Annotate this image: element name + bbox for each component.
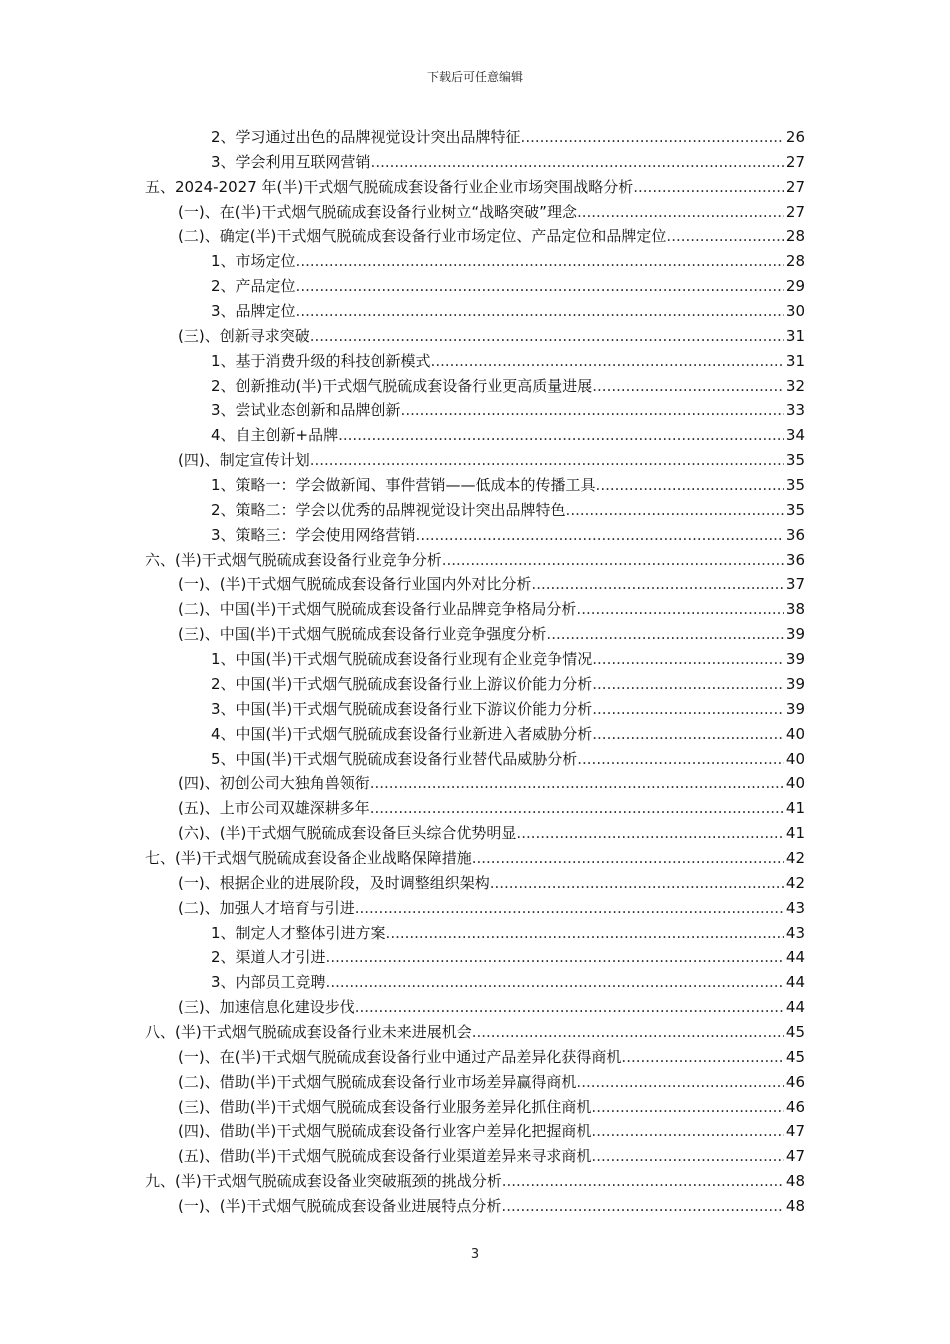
toc-entry-page: 37 [785, 575, 805, 593]
toc-entry[interactable] [178, 1144, 805, 1168]
toc-entry-page: 42 [785, 849, 805, 867]
toc-entry-page: 48 [785, 1197, 805, 1215]
toc-entry-page: 40 [785, 750, 805, 768]
toc-entry-page: 31 [785, 327, 805, 345]
toc-entry-page: 30 [785, 302, 805, 320]
toc-entry-page: 28 [785, 227, 805, 245]
toc-entry-page: 35 [785, 476, 805, 494]
toc-leader-dots [592, 697, 784, 721]
toc-entry[interactable] [178, 324, 805, 348]
toc-entry[interactable] [211, 672, 805, 696]
toc-leader-dots [576, 597, 783, 621]
toc-leader-dots [577, 747, 784, 771]
toc-leader-dots [326, 970, 784, 994]
toc-entry[interactable] [211, 374, 805, 398]
toc-leader-dots [576, 1070, 783, 1094]
toc-entry-page: 33 [785, 401, 805, 419]
toc-entry[interactable] [178, 896, 805, 920]
toc-entry[interactable] [211, 498, 805, 522]
toc-entry-page: 27 [785, 178, 805, 196]
toc-entry[interactable] [178, 572, 805, 596]
page-header: 下载后可任意编辑 [426, 70, 523, 84]
toc-entry-page: 35 [785, 451, 805, 469]
toc-leader-dots [296, 274, 784, 298]
toc-entry-page: 45 [785, 1023, 805, 1041]
toc-entry[interactable] [211, 970, 805, 994]
toc-leader-dots [296, 299, 784, 323]
toc-entry-title: (二)、中国(半)干式烟气脱硫成套设备行业品牌竞争格局分析 [178, 600, 577, 618]
toc-entry-title: (一)、在(半)干式烟气脱硫成套设备行业树立“战略突破”理念 [178, 203, 577, 221]
toc-entry-page: 35 [785, 501, 805, 519]
toc-entry-title: (二)、确定(半)干式烟气脱硫成套设备行业市场定位、产品定位和品牌定位 [178, 227, 667, 245]
toc-entry-title: (一)、根据企业的进展阶段，及时调整组织架构 [178, 874, 490, 892]
toc-entry[interactable] [145, 175, 805, 199]
toc-leader-dots [592, 672, 784, 696]
toc-entry-title: 5、中国(半)干式烟气脱硫成套设备行业替代品威胁分析 [211, 750, 578, 768]
toc-entry-page: 41 [785, 799, 805, 817]
toc-entry[interactable] [178, 1119, 805, 1143]
toc-entry-title: 4、自主创新+品牌 [211, 426, 339, 444]
toc-entry-title: 1、基于消费升级的科技创新模式 [211, 352, 431, 370]
toc-entry[interactable] [211, 349, 805, 373]
toc-leader-dots [370, 771, 784, 795]
toc-entry[interactable] [211, 945, 805, 969]
toc-entry-title: (三)、创新寻求突破 [178, 327, 310, 345]
toc-entry-page: 27 [785, 203, 805, 221]
toc-leader-dots [521, 125, 784, 149]
toc-entry-title: 2、中国(半)干式烟气脱硫成套设备行业上游议价能力分析 [211, 675, 593, 693]
toc-leader-dots [371, 150, 784, 174]
toc-entry-title: (四)、初创公司大独角兽领衔 [178, 774, 370, 792]
toc-entry-page: 42 [785, 874, 805, 892]
toc-leader-dots [592, 647, 784, 671]
toc-entry[interactable] [145, 1169, 805, 1193]
toc-leader-dots [591, 1119, 783, 1143]
toc-entry[interactable] [178, 771, 805, 795]
toc-entry[interactable] [178, 448, 805, 472]
toc-entry[interactable] [211, 473, 805, 497]
toc-entry-page: 47 [785, 1147, 805, 1165]
toc-entry-page: 27 [785, 153, 805, 171]
toc-entry-page: 29 [785, 277, 805, 295]
toc-leader-dots [531, 572, 783, 596]
toc-entry-page: 40 [785, 774, 805, 792]
toc-leader-dots [326, 945, 784, 969]
toc-leader-dots [596, 473, 784, 497]
toc-entry-title: (一)、(半)干式烟气脱硫成套设备业进展特点分析 [178, 1197, 502, 1215]
toc-entry-title: 八、(半)干式烟气脱硫成套设备行业未来进展机会 [145, 1023, 472, 1041]
toc-entry-title: (一)、在(半)干式烟气脱硫成套设备行业中通过产品差异化获得商机 [178, 1048, 622, 1066]
toc-leader-dots [370, 796, 784, 820]
toc-leader-dots [666, 224, 783, 248]
toc-entry-title: 2、渠道人才引进 [211, 948, 326, 966]
toc-leader-dots [633, 175, 784, 199]
toc-leader-dots [566, 498, 784, 522]
toc-leader-dots [577, 200, 784, 224]
toc-leader-dots [502, 1169, 784, 1193]
toc-entry-page: 44 [785, 998, 805, 1016]
toc-leader-dots [338, 423, 784, 447]
toc-leader-dots [591, 1095, 783, 1119]
toc-entry-page: 39 [785, 625, 805, 643]
toc-entry[interactable] [211, 722, 805, 746]
toc-entry-title: 2、学习通过出色的品牌视觉设计突出品牌特征 [211, 128, 521, 146]
toc-entry-title: 五、2024-2027 年(半)干式烟气脱硫成套设备行业企业市场突围战略分析 [145, 178, 634, 196]
toc-entry-title: 3、中国(半)干式烟气脱硫成套设备行业下游议价能力分析 [211, 700, 593, 718]
toc-leader-dots [501, 1194, 783, 1218]
page-number: 3 [470, 1247, 480, 1262]
toc-leader-dots [546, 622, 783, 646]
toc-entry-page: 26 [785, 128, 805, 146]
toc-entry-page: 46 [785, 1073, 805, 1091]
toc-entry-title: (六)、(半)干式烟气脱硫成套设备巨头综合优势明显 [178, 824, 517, 842]
toc-entry-page: 32 [785, 377, 805, 395]
toc-entry[interactable] [145, 1020, 805, 1044]
toc-leader-dots [472, 1020, 784, 1044]
toc-entry[interactable] [178, 821, 805, 845]
toc-leader-dots [516, 821, 783, 845]
toc-entry-page: 39 [785, 700, 805, 718]
toc-entry-page: 36 [785, 526, 805, 544]
toc-entry-page: 31 [785, 352, 805, 370]
toc-entry[interactable] [178, 995, 805, 1019]
toc-entry[interactable] [211, 523, 805, 547]
toc-entry[interactable] [178, 796, 805, 820]
toc-entry-page: 46 [785, 1098, 805, 1116]
toc-leader-dots [592, 722, 784, 746]
toc-entry-title: (四)、制定宣传计划 [178, 451, 310, 469]
toc-entry-title: 1、市场定位 [211, 252, 296, 270]
toc-leader-dots [355, 995, 784, 1019]
toc-entry-page: 34 [785, 426, 805, 444]
toc-entry-title: 3、品牌定位 [211, 302, 296, 320]
toc-leader-dots [386, 921, 784, 945]
toc-entry[interactable] [211, 398, 805, 422]
toc-entry-title: 2、创新推动(半)干式烟气脱硫成套设备行业更高质量进展 [211, 377, 593, 395]
toc-entry[interactable] [211, 299, 805, 323]
toc-entry[interactable] [211, 125, 805, 149]
toc-leader-dots [401, 398, 784, 422]
toc-entry-title: 3、学会利用互联网营销 [211, 153, 371, 171]
toc-entry-title: (二)、加强人才培育与引进 [178, 899, 355, 917]
toc-entry[interactable] [211, 647, 805, 671]
toc-entry[interactable] [178, 200, 805, 224]
toc-entry[interactable] [211, 921, 805, 945]
toc-entry-page: 39 [785, 650, 805, 668]
toc-entry-page: 39 [785, 675, 805, 693]
toc-entry-title: (三)、加速信息化建设步伐 [178, 998, 355, 1016]
toc-entry[interactable] [178, 1045, 805, 1069]
toc-leader-dots [355, 896, 784, 920]
toc-entry[interactable] [211, 423, 805, 447]
toc-entry[interactable] [178, 597, 805, 621]
toc-entry-title: 1、制定人才整体引进方案 [211, 924, 386, 942]
toc-entry-page: 44 [785, 948, 805, 966]
toc-entry[interactable] [178, 1070, 805, 1094]
toc-entry-title: (三)、借助(半)干式烟气脱硫成套设备行业服务差异化抓住商机 [178, 1098, 592, 1116]
toc-entry-page: 43 [785, 924, 805, 942]
toc-entry-title: 1、中国(半)干式烟气脱硫成套设备行业现有企业竞争情况 [211, 650, 593, 668]
toc-leader-dots [431, 349, 784, 373]
toc-leader-dots [592, 374, 784, 398]
toc-entry-page: 41 [785, 824, 805, 842]
toc-leader-dots [591, 1144, 783, 1168]
toc-entry-page: 38 [785, 600, 805, 618]
toc-leader-dots [296, 249, 784, 273]
toc-leader-dots [442, 548, 784, 572]
toc-entry[interactable] [178, 1194, 805, 1218]
toc-entry[interactable] [178, 1095, 805, 1119]
toc-entry[interactable] [178, 622, 805, 646]
toc-entry[interactable] [145, 846, 805, 870]
toc-entry[interactable] [178, 224, 805, 248]
toc-entry-title: 2、产品定位 [211, 277, 296, 295]
toc-entry-title: 七、(半)干式烟气脱硫成套设备企业战略保障措施 [145, 849, 472, 867]
toc-entry[interactable] [178, 871, 805, 895]
toc-entry-page: 47 [785, 1122, 805, 1140]
toc-entry-page: 45 [785, 1048, 805, 1066]
toc-leader-dots [310, 448, 784, 472]
toc-entry-title: (三)、中国(半)干式烟气脱硫成套设备行业竞争强度分析 [178, 625, 547, 643]
toc-entry-title: 2、策略二：学会以优秀的品牌视觉设计突出品牌特色 [211, 501, 566, 519]
toc-entry-title: (一)、(半)干式烟气脱硫成套设备行业国内外对比分析 [178, 575, 532, 593]
toc-entry-title: (五)、上市公司双雄深耕多年 [178, 799, 370, 817]
toc-entry[interactable] [211, 697, 805, 721]
toc-entry-title: (四)、借助(半)干式烟气脱硫成套设备行业客户差异化把握商机 [178, 1122, 592, 1140]
toc-leader-dots [310, 324, 784, 348]
toc-entry-title: (二)、借助(半)干式烟气脱硫成套设备行业市场差异赢得商机 [178, 1073, 577, 1091]
toc-entry[interactable] [211, 274, 805, 298]
toc-leader-dots [472, 846, 784, 870]
toc-entry[interactable] [145, 548, 805, 572]
toc-entry-page: 40 [785, 725, 805, 743]
toc-entry-page: 48 [785, 1172, 805, 1190]
toc-entry-page: 36 [785, 551, 805, 569]
toc-entry-page: 44 [785, 973, 805, 991]
toc-entry-page: 43 [785, 899, 805, 917]
toc-entry[interactable] [211, 747, 805, 771]
toc-leader-dots [621, 1045, 783, 1069]
toc-entry[interactable] [211, 150, 805, 174]
toc-entry-page: 28 [785, 252, 805, 270]
toc-entry-title: 六、(半)干式烟气脱硫成套设备行业竞争分析 [145, 551, 442, 569]
toc-entry-title: 4、中国(半)干式烟气脱硫成套设备行业新进入者威胁分析 [211, 725, 593, 743]
toc-entry-title: 九、(半)干式烟气脱硫成套设备业突破瓶颈的挑战分析 [145, 1172, 502, 1190]
toc-entry-title: 1、策略一：学会做新闻、事件营销——低成本的传播工具 [211, 476, 596, 494]
toc-entry-title: 3、尝试业态创新和品牌创新 [211, 401, 401, 419]
toc-entry-title: (五)、借助(半)干式烟气脱硫成套设备行业渠道差异来寻求商机 [178, 1147, 592, 1165]
toc-leader-dots [416, 523, 784, 547]
toc-entry-title: 3、内部员工竞聘 [211, 973, 326, 991]
toc-entry[interactable] [211, 249, 805, 273]
toc-leader-dots [490, 871, 784, 895]
toc-entry-title: 3、策略三：学会使用网络营销 [211, 526, 416, 544]
